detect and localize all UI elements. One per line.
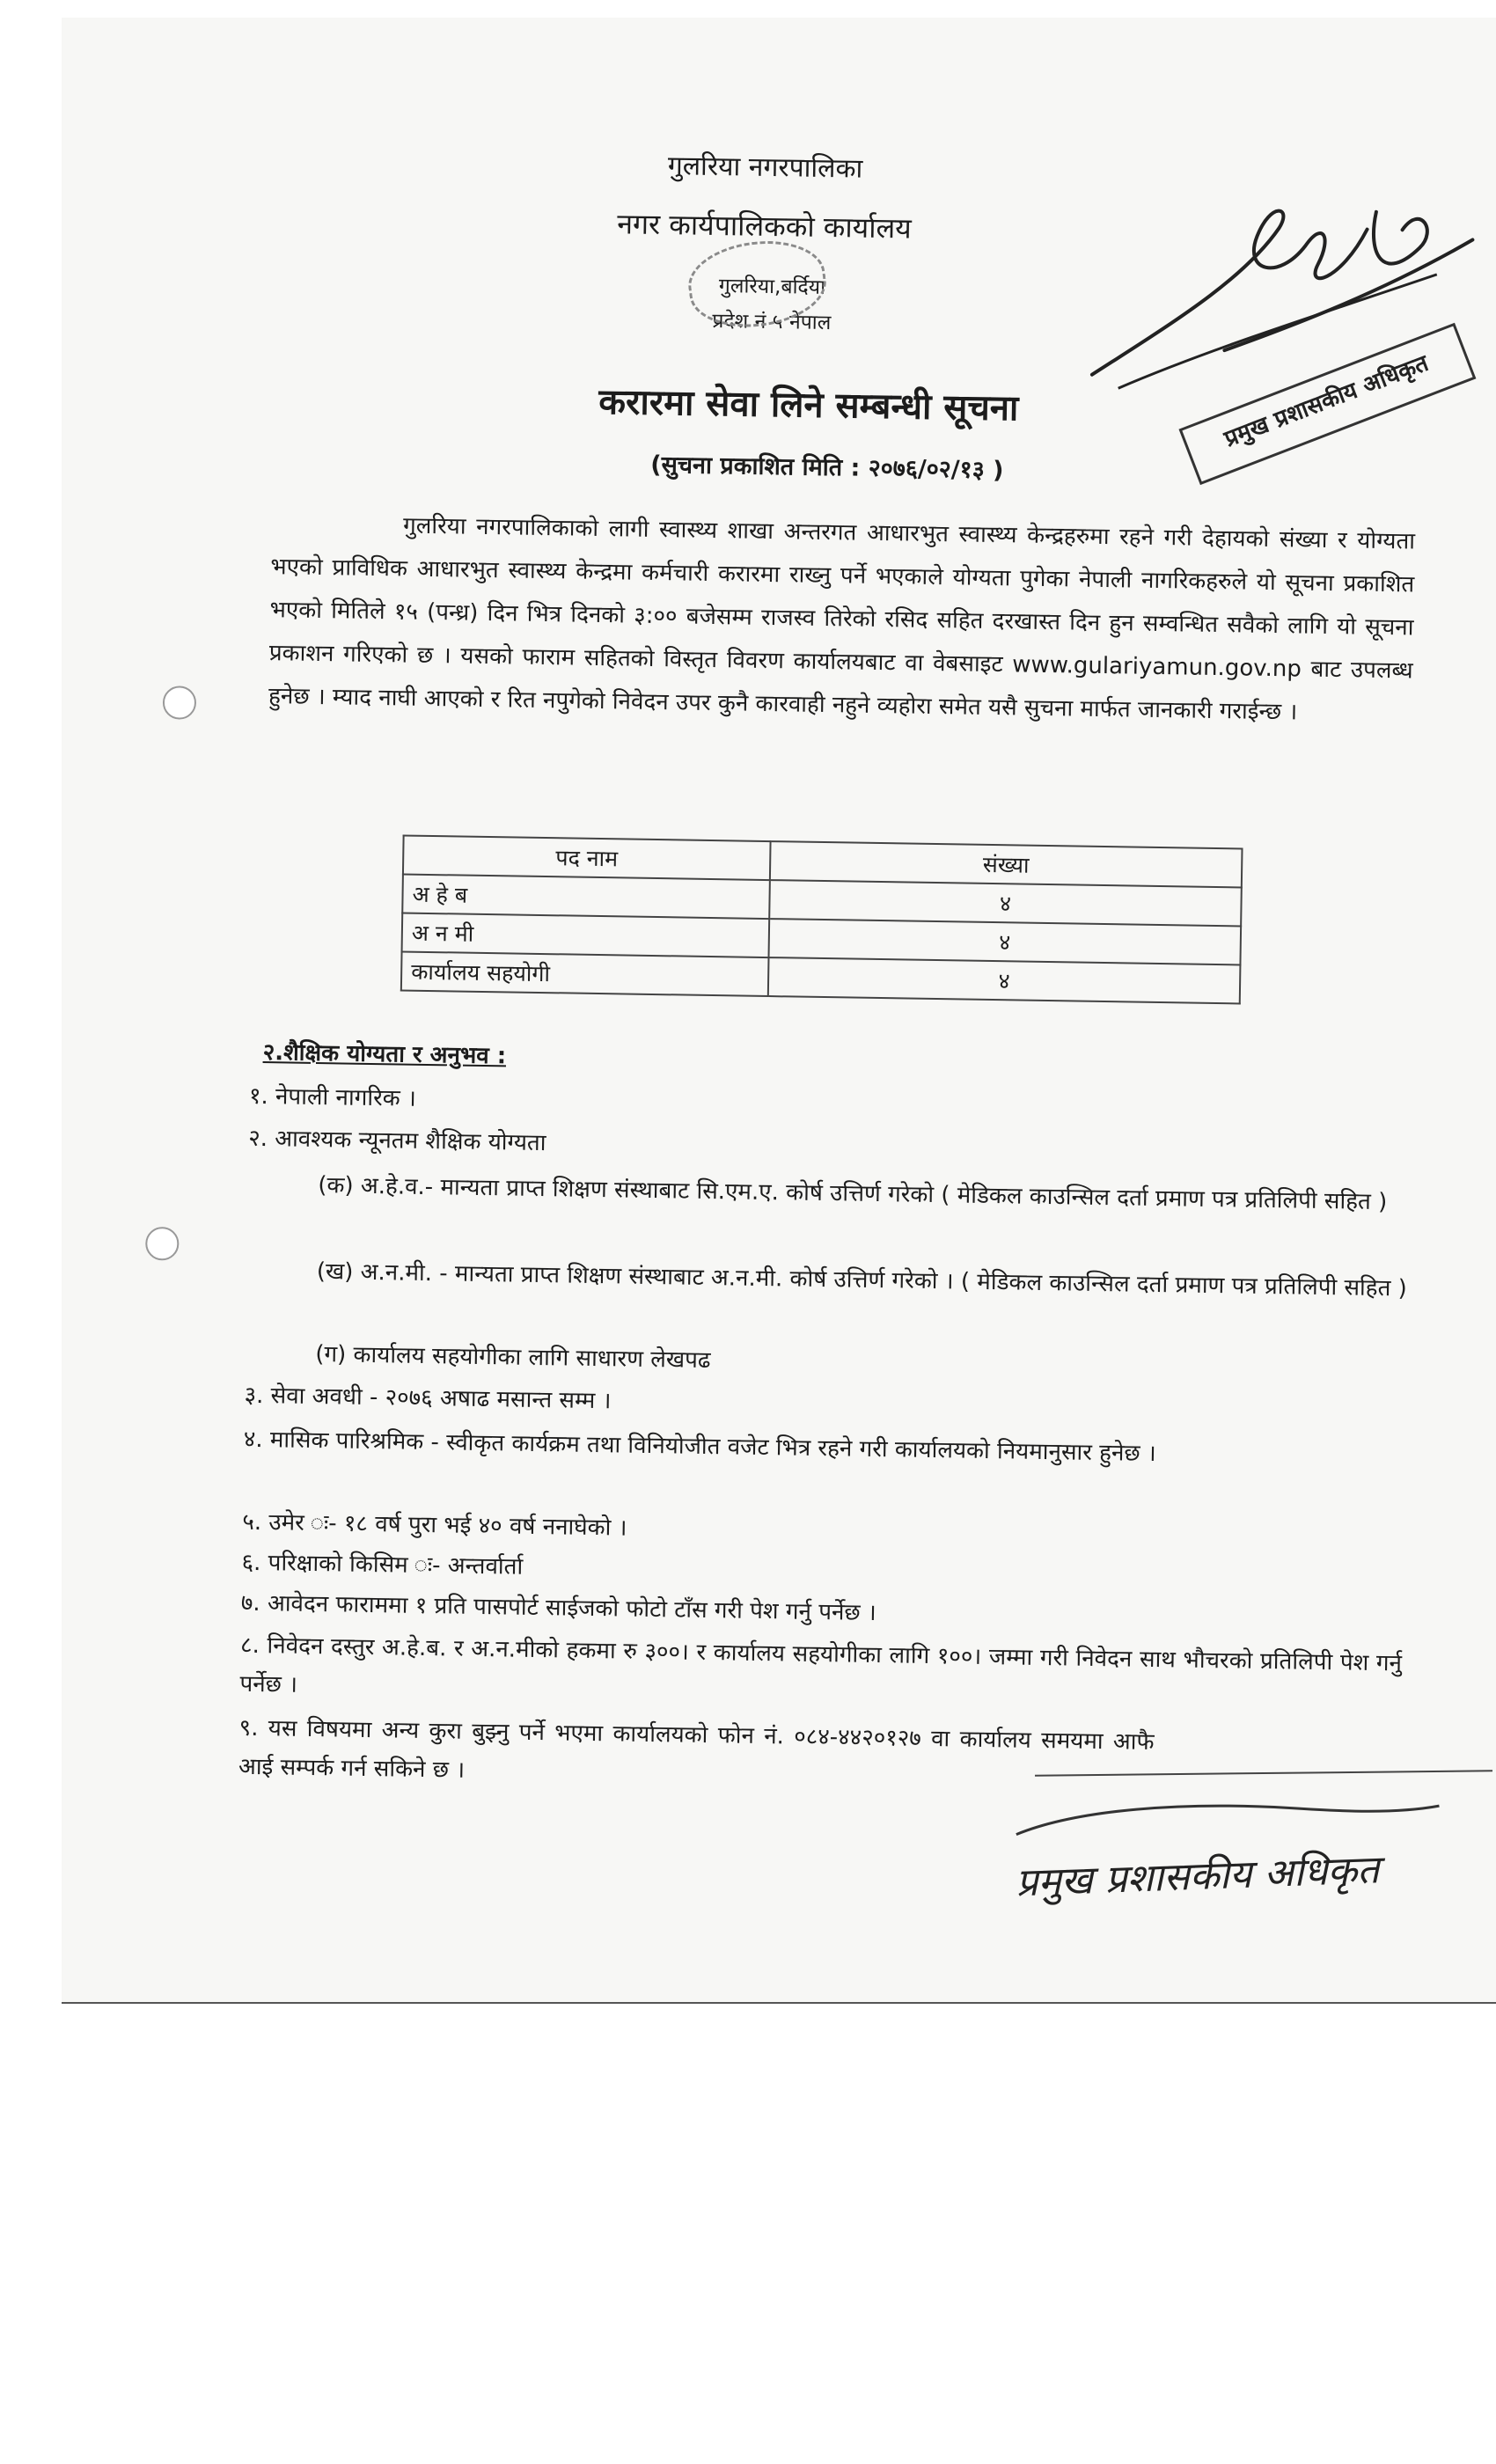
municipality-name: गुलरिया नगरपालिका [667,150,863,185]
post-name: अ हे ब [402,875,770,920]
list-item: ५. उमेर ः- १८ वर्ष पुरा भई ४० वर्ष ननाघेको । [242,1508,627,1542]
list-item: ६. परिक्षाको किसिम ः- अन्तर्वार्ता [241,1549,524,1580]
punch-hole [145,1227,180,1261]
qualification-heading: २.शैक्षिक योग्यता र अनुभव : [262,1039,507,1070]
qualification-list [238,1079,1428,1784]
post-count: ४ [769,880,1242,926]
notice-title: करारमा सेवा लिने सम्बन्धी सूचना [598,381,1019,429]
header-count: संख्या [770,841,1243,887]
published-date: (सुचना प्रकाशित मिति : २०७६/०२/१३ ) [650,451,1004,485]
signature-flourish [1008,1790,1448,1850]
province-line: प्रदेश नं ५ नेपाल [712,309,832,335]
notice-body: गुलरिया नगरपालिकाको लागी स्वास्थ्य शाखा अन्तरगत आधारभुत स्वास्थ्य केन्द्रहरुमा रहने गरी देहायको संख्या र योग्यता भएको प्राविधिक आधारभुत स्वास्थ्य केन्द्रमा कर्मचारी करारमा राख्नु पर्ने भएकाले योग्यता पुगेका नेपाली नागरिकहरुले यो सूचना प्रकाशित भएको मितिले १५ (पन्ध्र) दिन भित्र दिनको ३:०० बजेसम्म राजस्व तिरेको रसिद सहित दरखास्त दिन हुन सम्वन्धित सवैको लागि यो सूचना प्रकाशन गरिएको छ । यसको फाराम सहितको विस्तृत विवरण कार्यालयबाट वा वेबसाइट www.gulariyamun.gov.np बाट उपलब्ध हुनेछ । म्याद नाघी आएको र रित नपुगेको निवेदन उपर कुनै कारवाही नहुने व्यहोरा समेत यसै सुचना मार्फत जानकारी गराईन्छ । [268,512,1416,726]
post-count: ४ [768,957,1241,1003]
list-item: (ग) कार्यालय सहयोगीका लागि साधारण लेखपढ [315,1341,711,1375]
list-item: २. आवश्यक न्यूनतम शैक्षिक योग्यता [247,1125,546,1157]
list-item: ८. निवेदन दस्तुर अ.हे.ब. र अ.न.मीको हकमा रु ३००। र कार्यालय सहयोगीका लागि १००। जम्मा गरी निवेदन साथ भौचरको प्रतिलिपी पेश गर्नु पर्नेछ । [239,1632,1403,1698]
document-content [46,7,1496,2013]
list-item: ४. मासिक पारिश्रमिक - स्वीकृत कार्यक्रम तथा विनियोजीत वजेट भित्र रहने गरी कार्यालयको नियमानुसार हुनेछ । [243,1426,1156,1468]
post-name: अ न मी [402,913,770,958]
posts-table [400,835,1243,1005]
header-post-name: पद नाम [403,836,771,881]
document-sheet [62,18,1496,2004]
list-item: १. नेपाली नागरिक । [248,1082,417,1112]
office-address: गुलरिया,बर्दिया [718,275,826,299]
list-item: ३. सेवा अवधी - २०७६ अषाढ मसान्त सम्म । [244,1382,612,1415]
list-item: ७. आवेदन फाराममा १ प्रति पासपोर्ट साईजको फोटो टाँस गरी पेश गर्नु पर्नेछ । [240,1589,876,1627]
post-name: कार्यालय सहयोगी [401,952,769,997]
list-item: ९. यस विषयमा अन्य कुरा बुझ्नु पर्ने भएमा कार्यालयको फोन नं. ०८४-४४२०१२७ वा कार्यालय समयमा आफै आई सम्पर्क गर्न सकिने छ । [238,1714,1155,1784]
punch-hole [163,686,197,720]
list-item: (क) अ.हे.व.- मान्यता प्राप्त शिक्षण संस्थाबाट सि.एम.ए. कोर्ष उत्तिर्ण गरेको ( मेडिकल काउन्सिल दर्ता प्रमाण पत्र प्रतिलिपी सहित ) [318,1172,1388,1216]
official-stamp: प्रमुख प्रशासकीय अधिकृत [1178,323,1476,485]
post-count: ४ [769,919,1242,964]
list-item: (ख) अ.न.मी. - मान्यता प्राप्त शिक्षण संस्थाबाट अ.न.मी. कोर्ष उत्तिर्ण गरेको । ( मेडिकल काउन्सिल दर्ता प्रमाण पत्र प्रतिलिपी सहित ) [316,1258,1408,1302]
signature-text: प्रमुख प्रशासकीय अधिकृत [1015,1847,1381,1906]
office-name: नगर कार्यपालिकको कार्यालय [617,207,913,246]
